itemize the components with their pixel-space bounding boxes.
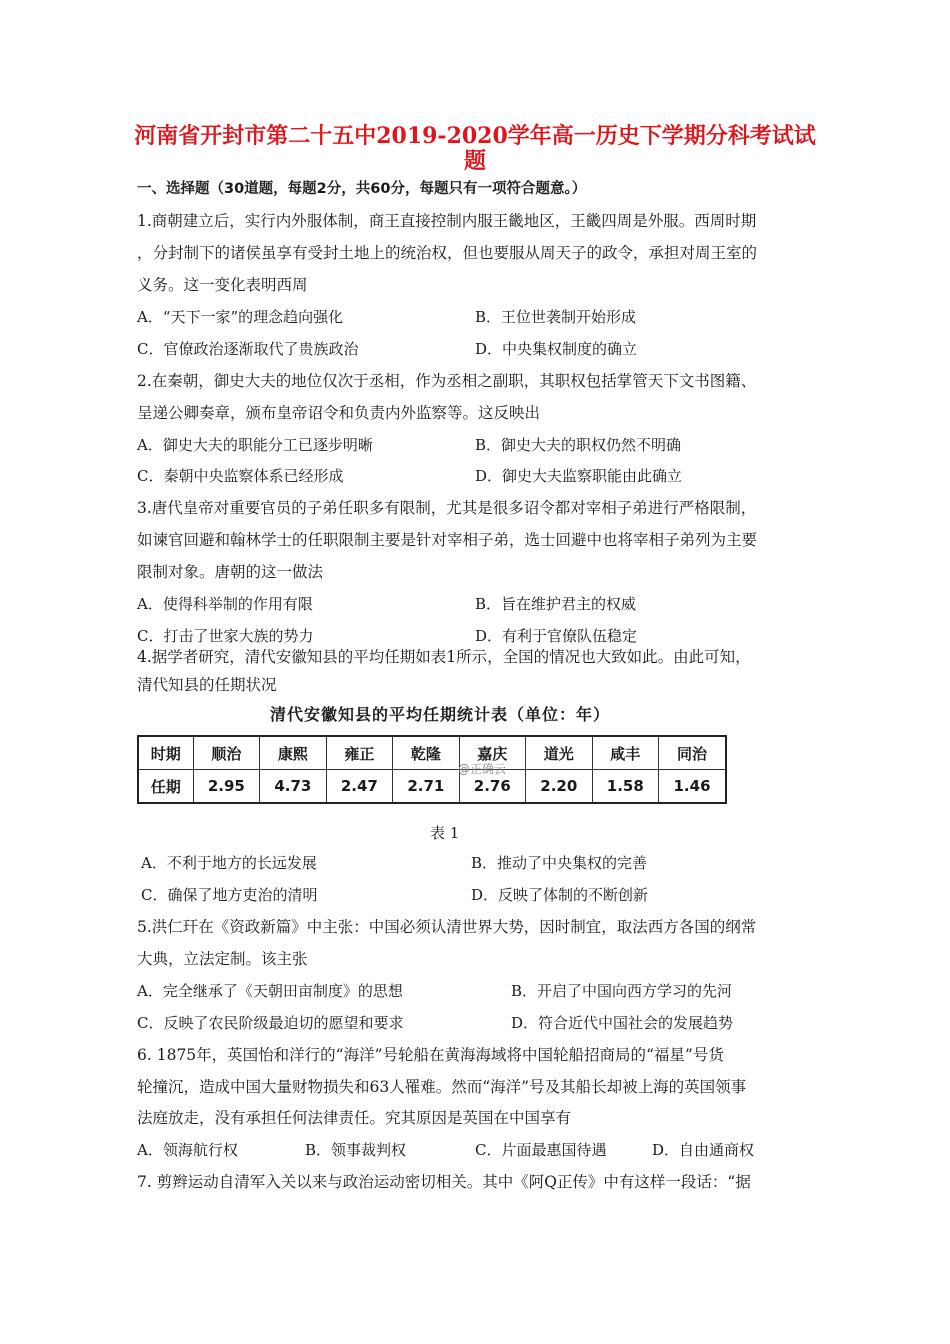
table-cell: 2.20	[526, 770, 592, 804]
exam-title-line-2: 题	[463, 148, 486, 174]
table-cell: 1.46	[659, 770, 726, 804]
q6-option-b: B．领事裁判权	[305, 1141, 407, 1159]
q4-option-d: D．反映了体制的不断创新	[471, 886, 649, 904]
q1-option-d: D．中央集权制度的确立	[475, 340, 638, 358]
q3-line-2: 如谏官回避和翰林学士的任职限制主要是针对宰相子弟，选士回避中也将宰相子弟列为主要	[137, 531, 758, 549]
table-cell: 时期	[138, 736, 193, 770]
q6-line-2: 轮撞沉，造成中国大量财物损失和63人罹难。然而“海洋”号及其船长却被上海的英国领事	[137, 1078, 747, 1096]
q4-line-1: 4.据学者研究，清代安徽知县的平均任期如表1所示，全国的情况也大致如此。由此可知，	[137, 648, 751, 666]
q6-option-c: C．片面最惠国待遇	[475, 1141, 607, 1159]
table-cell: 2.47	[326, 770, 392, 804]
tenure-table	[137, 735, 727, 804]
table-cell: 1.58	[592, 770, 658, 804]
q5-line-2: 大典，立法定制。该主张	[137, 950, 308, 968]
table-cell: 4.73	[260, 770, 326, 804]
q2-line-1: 2.在秦朝，御史大夫的地位仅次于丞相，作为丞相之副职，其职权包括掌管天下文书图籍、	[137, 372, 757, 390]
q7-line-1: 7. 剪辫运动自清军入关以来与政治运动密切相关。其中《阿Q正传》中有这样一段话：“据	[137, 1173, 751, 1191]
table-row	[138, 770, 726, 804]
table-cell: 同治	[659, 736, 726, 770]
table-cell: 顺治	[193, 736, 259, 770]
q5-option-b: B．开启了中国向西方学习的先河	[511, 982, 733, 1000]
q6-option-a: A．领海航行权	[137, 1141, 238, 1159]
q1-option-c: C．官僚政治逐渐取代了贵族政治	[137, 340, 359, 358]
table-cell: 雍正	[326, 736, 392, 770]
q4-option-b: B．推动了中央集权的完善	[471, 854, 648, 872]
table-cell: 2.76	[459, 770, 525, 804]
q5-option-a: A．完全继承了《天朝田亩制度》的思想	[137, 982, 403, 1000]
q6-option-d: D．自由通商权	[652, 1141, 755, 1159]
q2-option-c: C．秦朝中央监察体系已经形成	[137, 467, 344, 485]
q2-option-b: B．御史大夫的职权仍然不明确	[475, 436, 682, 454]
section-heading: 一、选择题（30道题，每题2分，共60分，每题只有一项符合题意。）	[137, 181, 587, 197]
q2-option-d: D．御史大夫监察职能由此确立	[475, 467, 683, 485]
table-row	[138, 736, 726, 770]
table-caption: 表 1	[430, 824, 460, 842]
q3-option-b: B．旨在维护君主的权威	[475, 595, 637, 613]
q1-line-2: ，分封制下的诸侯虽享有受封土地上的统治权，但也要服从周天子的政令，承担对周王室的	[137, 244, 758, 262]
q2-option-a: A．御史大夫的职能分工已逐步明晰	[137, 436, 373, 454]
q1-option-a: A．“天下一家”的理念趋向强化	[137, 308, 344, 326]
q3-option-c: C．打击了世家大族的势力	[137, 627, 314, 645]
q3-line-3: 限制对象。唐朝的这一做法	[137, 563, 324, 581]
table-cell: 康熙	[260, 736, 326, 770]
q4-option-a: A．不利于地方的长远发展	[141, 854, 317, 872]
watermark: @正确云	[458, 762, 507, 776]
table-cell: 2.71	[393, 770, 459, 804]
q5-line-1: 5.洪仁玕在《资政新篇》中主张：中国必须认清世界大势，因时制宜，取法西方各国的纲常	[137, 918, 757, 936]
q6-line-3: 法庭放走，没有承担任何法律责任。究其原因是英国在中国享有	[137, 1109, 572, 1127]
q3-option-a: A．使得科举制的作用有限	[137, 595, 313, 613]
q3-option-d: D．有利于官僚队伍稳定	[475, 627, 638, 645]
exam-title-line-1: 河南省开封市第二十五中2019-2020学年高一历史下学期分科考试试	[134, 123, 816, 149]
table-cell: 嘉庆	[459, 736, 525, 770]
q1-option-b: B．王位世袭制开始形成	[475, 308, 637, 326]
q1-line-3: 义务。这一变化表明西周	[137, 276, 308, 294]
table-cell: 2.95	[193, 770, 259, 804]
q4-line-2: 清代知县的任期状况	[137, 676, 277, 694]
table-cell: 咸丰	[592, 736, 658, 770]
table-cell: 任期	[138, 770, 193, 804]
q6-line-1: 6. 1875年，英国怡和洋行的“海洋”号轮船在黄海海域将中国轮船招商局的“福星”号货	[137, 1046, 724, 1064]
q5-option-c: C．反映了农民阶级最迫切的愿望和要求	[137, 1014, 404, 1032]
q5-option-d: D．符合近代中国社会的发展趋势	[511, 1014, 734, 1032]
q2-line-2: 呈递公卿奏章，颁布皇帝诏令和负责内外监察等。这反映出	[137, 404, 541, 422]
tenure-table-title: 清代安徽知县的平均任期统计表（单位：年）	[270, 705, 611, 724]
q1-line-1: 1.商朝建立后，实行内外服体制，商王直接控制内服王畿地区，王畿四周是外服。西周时期	[137, 212, 757, 230]
table-cell: 乾隆	[393, 736, 459, 770]
q4-option-c: C．确保了地方吏治的清明	[141, 886, 318, 904]
table-cell: 道光	[526, 736, 592, 770]
q3-line-1: 3.唐代皇帝对重要官员的子弟任职多有限制，尤其是很多诏令都对宰相子弟进行严格限制，	[137, 499, 757, 517]
